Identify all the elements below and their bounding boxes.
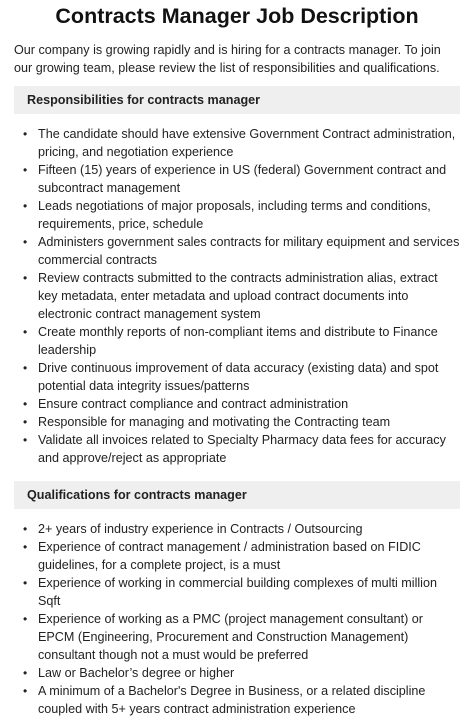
qualification-text: Experience of contract management / administration based on FIDIC guidelines, for a complete project, is a must: [38, 540, 421, 572]
responsibility-text: Create monthly reports of non-compliant items and distribute to Finance leadership: [38, 325, 438, 357]
qualification-text: Experience of working in commercial building complexes of multi million Sqft: [38, 576, 437, 608]
responsibility-item: [23, 161, 460, 197]
responsibility-text: Review contracts submitted to the contracts administration alias, extract key metadata, enter metadata and upload contract documents into electronic contract management system: [38, 271, 438, 321]
qualifications-header: Qualifications for contracts manager: [14, 481, 460, 509]
responsibility-item: [23, 197, 460, 233]
bullet-icon: •: [23, 540, 28, 554]
bullet-icon: •: [23, 684, 28, 698]
bullet-icon: •: [23, 612, 28, 626]
qualifications-list: [14, 520, 460, 718]
bullet-icon: •: [23, 433, 28, 447]
qualification-text: Law or Bachelor’s degree or higher: [38, 666, 235, 680]
bullet-icon: •: [23, 666, 28, 680]
bullet-icon: •: [23, 415, 28, 429]
bullet-icon: •: [23, 199, 28, 213]
responsibility-item: [23, 233, 460, 269]
responsibility-item: [23, 125, 460, 161]
responsibility-item: [23, 269, 460, 323]
responsibility-text: Drive continuous improvement of data accuracy (existing data) and spot potential data integrity issues/patterns: [38, 361, 439, 393]
bullet-icon: •: [23, 163, 28, 177]
page-title: Contracts Manager Job Description: [55, 4, 419, 28]
responsibility-text: Validate all invoices related to Specialty Pharmacy data fees for accuracy and approve/reject as appropriate: [38, 433, 446, 465]
responsibility-text: Administers government sales contracts for military equipment and services commercial contracts: [38, 235, 460, 267]
bullet-icon: •: [23, 397, 28, 411]
responsibility-item: [23, 413, 460, 431]
responsibilities-header: Responsibilities for contracts manager: [14, 86, 460, 114]
qualification-item: [23, 664, 460, 682]
responsibility-text: Fifteen (15) years of experience in US (federal) Government contract and subcontract management: [38, 163, 447, 195]
qualification-item: [23, 538, 460, 574]
bullet-icon: •: [23, 235, 28, 249]
qualification-item: [23, 574, 460, 610]
qualification-text: A minimum of a Bachelor's Degree in Business, or a related discipline coupled with 5+ years contract administration experience: [38, 684, 426, 716]
responsibility-text: The candidate should have extensive Government Contract administration, pricing, and negotiation experience: [38, 127, 456, 159]
qualification-text: 2+ years of industry experience in Contracts / Outsourcing: [38, 522, 363, 536]
bullet-icon: •: [23, 361, 28, 375]
qualification-item: [23, 610, 460, 664]
intro-paragraph: Our company is growing rapidly and is hiring for a contracts manager. To join our growing team, please review the list of responsibilities and qualifications.: [14, 43, 441, 75]
responsibilities-list: [14, 125, 460, 467]
responsibility-item: [23, 431, 460, 467]
responsibility-item: [23, 395, 460, 413]
bullet-icon: •: [23, 271, 28, 285]
bullet-icon: •: [23, 576, 28, 590]
qualification-item: [23, 520, 460, 538]
responsibility-text: Leads negotiations of major proposals, including terms and conditions, requirements, price, schedule: [38, 199, 431, 231]
responsibility-item: [23, 359, 460, 395]
qualification-text: Experience of working as a PMC (project management consultant) or EPCM (Engineering, Procurement and Construction Management) consultant though not a must would be preferred: [38, 612, 423, 662]
responsibility-item: [23, 323, 460, 359]
responsibility-text: Responsible for managing and motivating the Contracting team: [38, 415, 391, 429]
bullet-icon: •: [23, 522, 28, 536]
responsibility-text: Ensure contract compliance and contract administration: [38, 397, 349, 411]
bullet-icon: •: [23, 325, 28, 339]
bullet-icon: •: [23, 127, 28, 141]
